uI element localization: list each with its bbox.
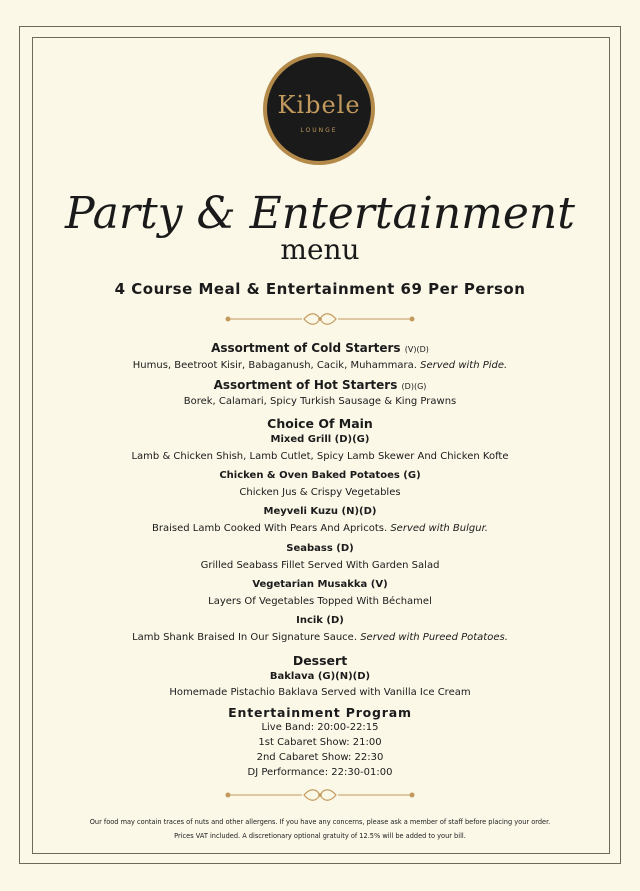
main-item-desc-text: Chicken Jus & Crispy Vegetables (239, 487, 401, 498)
main-item-desc-text: Braised Lamb Cooked With Pears And Apricots. (152, 523, 388, 534)
main-item-desc (0, 487, 640, 498)
cold-desc-text: Humus, Beetroot Kisir, Babaganush, Cacik, Muhammara. (132, 360, 417, 371)
dessert-item-name: Baklava (G)(N)(D) (269, 671, 371, 682)
dessert-heading: Dessert (292, 653, 348, 668)
hot-starters-tag: (D)(G) (401, 382, 427, 391)
dessert-item-desc: Homemade Pistachio Baklava Served with Vanilla Ice Cream (169, 687, 471, 698)
allergen-notice: Our food may contain traces of nuts and other allergens. If you have any concerns, please ask a member of staff before placing your order. (89, 818, 551, 826)
main-item-name: Seabass (D) (286, 543, 354, 554)
entertainment-item: Live Band: 20:00-22:15 (261, 722, 379, 733)
cold-starters-desc (0, 360, 640, 371)
hot-starters-heading (0, 378, 640, 392)
main-item-desc-text: Lamb Shank Braised In Our Signature Sauce. (132, 632, 357, 643)
kibele-logo (263, 53, 375, 165)
main-item-desc-text: Grilled Seabass Fillet Served With Garden Salad (200, 560, 440, 571)
main-item-desc (0, 451, 640, 462)
main-item-name: Vegetarian Musakka (V) (252, 579, 388, 590)
main-item-desc (0, 596, 640, 607)
cold-desc-italic: Served with Pide. (420, 360, 508, 371)
entertainment-item: 1st Cabaret Show: 21:00 (258, 737, 382, 748)
main-item-desc-italic: Served with Bulgur. (390, 523, 488, 534)
entertainment-heading: Entertainment Program (228, 705, 412, 720)
menu-title: Party & Entertainment (65, 188, 575, 239)
main-item-name: Incik (D) (296, 615, 344, 626)
price-tagline: 4 Course Meal & Entertainment 69 Per Person (114, 280, 526, 298)
cold-starters-heading (0, 341, 640, 355)
cold-starters-title: Assortment of Cold Starters (211, 341, 401, 355)
main-item-desc-text: Lamb & Chicken Shish, Lamb Cutlet, Spicy Lamb Skewer And Chicken Kofte (131, 451, 509, 462)
entertainment-item: 2nd Cabaret Show: 22:30 (256, 752, 384, 763)
main-item-name: Chicken & Oven Baked Potatoes (G) (219, 470, 421, 481)
logo-sub: LOUNGE (300, 127, 338, 134)
hot-starters-desc: Borek, Calamari, Spicy Turkish Sausage & King Prawns (183, 396, 457, 407)
main-heading: Choice Of Main (267, 416, 373, 431)
ornament-divider-bottom (222, 788, 418, 802)
cold-starters-tag: (V)(D) (404, 345, 429, 354)
main-item-desc (0, 560, 640, 571)
main-item-desc-italic: Served with Pureed Potatoes. (360, 632, 508, 643)
hot-starters-title: Assortment of Hot Starters (213, 378, 398, 392)
ornament-divider-top (222, 312, 418, 326)
main-item-desc-text: Layers Of Vegetables Topped With Béchamel (208, 596, 432, 607)
main-item-name: Mixed Grill (D)(G) (270, 434, 370, 445)
entertainment-item: DJ Performance: 22:30-01:00 (247, 767, 393, 778)
vat-notice: Prices VAT included. A discretionary optional gratuity of 12.5% will be added to your bill. (174, 832, 466, 840)
menu-subtitle: menu (280, 233, 360, 266)
main-item-desc (0, 523, 640, 534)
logo-word: Kibele (277, 91, 361, 119)
main-item-name: Meyveli Kuzu (N)(D) (263, 506, 377, 517)
main-item-desc (0, 632, 640, 643)
